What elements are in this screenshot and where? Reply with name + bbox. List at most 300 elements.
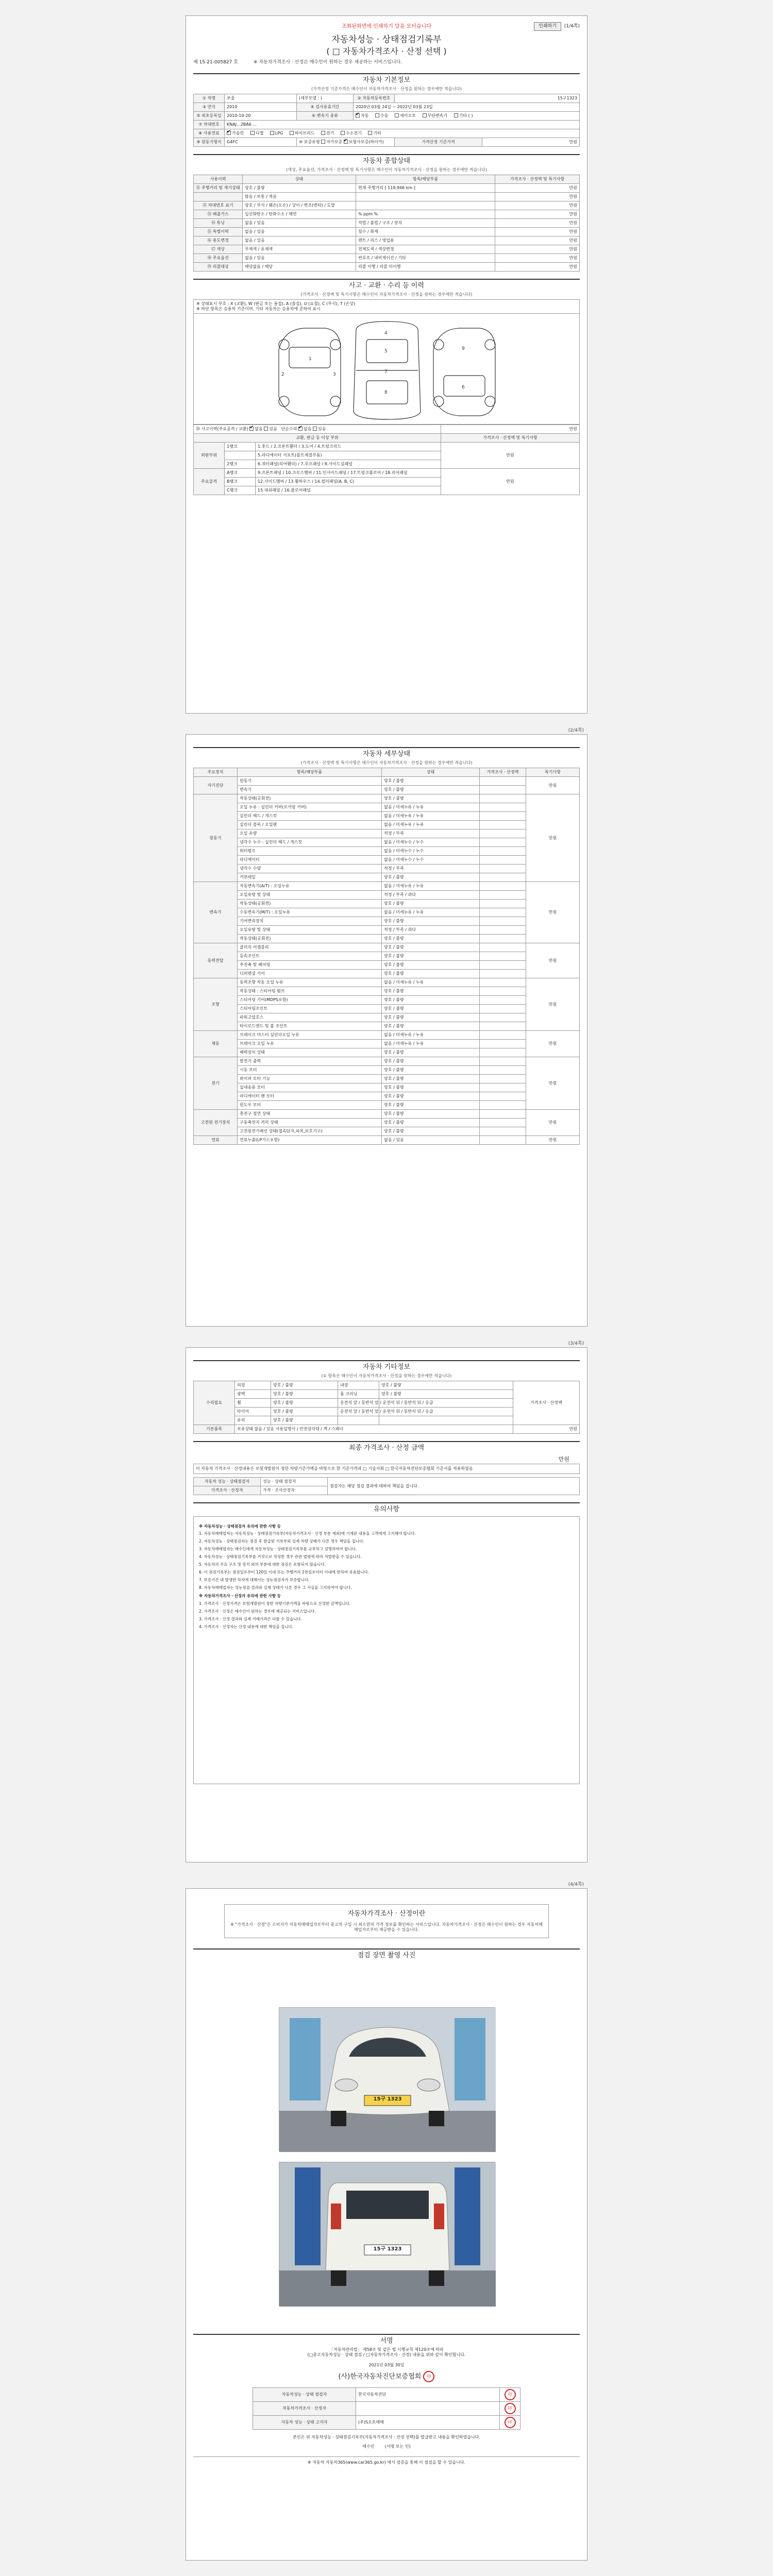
checkbox-icon xyxy=(227,131,231,135)
notice-line: 2. 자동차성능 · 상태점검자는 점검 후 발급된 기록부와 실제 차량 상태가 다른 경우 책임을 집니다. xyxy=(199,1539,364,1544)
detail-row xyxy=(194,917,580,926)
sign-row xyxy=(253,2388,520,2402)
inspector-label: 가격조사 · 산정자 xyxy=(194,1486,261,1495)
detail-price xyxy=(480,1066,526,1075)
price-explain-box xyxy=(224,1904,549,1938)
fuel-opt-label: 하이브리드 xyxy=(294,130,315,135)
overall-row-state: 무채색 / 유채색 xyxy=(243,245,356,254)
detail-state: 양호 / 불량 xyxy=(382,1092,480,1101)
trans-options xyxy=(354,111,580,120)
basic-info-note: (가격산정 기준가격은 매수인이 자동차가격조사 · 산정을 원하는 경우에만 적습니다) xyxy=(311,86,462,91)
sign-body xyxy=(253,2388,520,2430)
detail-row xyxy=(194,1005,580,1013)
page-2 xyxy=(186,728,587,1327)
notice-line: 8. 자동차매매업자는 성능점검 결과와 실제 상태가 다른 경우 그 사실을 고지하여야 합니다. xyxy=(199,1585,352,1590)
detail-row xyxy=(194,865,580,873)
seal-stamp-icon: 印 xyxy=(423,2371,434,2382)
notice-line: 3. 자동차매매업자는 매수인에게 자동차성능 · 상태점검기록부를 교부하고 설명하여야 합니다. xyxy=(199,1547,357,1552)
accident-outer-rows xyxy=(194,443,580,469)
detail-state: 양호 / 불량 xyxy=(382,1066,480,1075)
detail-item: 작동상태 : 스티어링 펌프 xyxy=(238,987,382,996)
overall-row-state: 해당없음 / 해당 xyxy=(243,263,356,272)
detail-price-unit: 만원 xyxy=(526,794,580,882)
accident-status-cell xyxy=(194,425,441,434)
detail-header: 항목/해당부품 xyxy=(238,768,382,777)
basic-items-label: 기본품목 xyxy=(194,1425,235,1434)
rear-photo xyxy=(279,2162,495,2306)
notice-list xyxy=(199,1531,574,1590)
warranty-options xyxy=(297,138,395,146)
car-name-value: 쏘울 xyxy=(225,94,297,103)
detail-item: 실린더 블록 / 오일팬 xyxy=(238,821,382,829)
detail-price xyxy=(480,1048,526,1057)
detail-item: 라디에이터 팬 모터 xyxy=(238,1092,382,1101)
detail-item: 등속조인트 xyxy=(238,952,382,961)
detail-price xyxy=(480,865,526,873)
notice-line: 5. 자동차의 주요 구조 및 장치 외의 부분에 대한 점검은 포함되지 않습니다. xyxy=(199,1562,326,1567)
simple-repair-label: 단순수리 xyxy=(281,427,297,432)
notice-line: 1. 자동차매매업자는 자동차성능 · 상태점검기록부(자동차가격조사 · 산정 부분 제외)에 기재된 내용을 고객에게 고지해야 합니다. xyxy=(199,1531,416,1536)
accident-items: 5.라디에이터 서포트(볼트체결부품) xyxy=(256,451,441,460)
detail-group-label: 원동기 xyxy=(194,794,238,882)
trans-opt-cvt xyxy=(423,113,448,118)
reg-no-label: ② 자동차등록번호 xyxy=(354,94,395,103)
buyer-label: 매수인 xyxy=(362,2444,375,2449)
other-info-table xyxy=(193,1381,580,1434)
accident-items: 1.후드 / 2.프론트휀더 / 3.도어 / 4.트렁크리드 xyxy=(256,443,441,451)
fuel-opt xyxy=(250,131,263,136)
detail-group-label: 연료 xyxy=(194,1136,238,1145)
accident-price-unit: 만원 xyxy=(441,425,580,434)
checkbox-icon xyxy=(395,113,399,117)
fuel-opt-label: 기타 xyxy=(373,130,381,135)
detail-row xyxy=(194,838,580,847)
detail-price xyxy=(480,961,526,970)
vin-value: KNAJ...2BA6 ... xyxy=(225,120,580,129)
accident-price: 만원 xyxy=(441,443,580,469)
doc-number-suffix: 호 xyxy=(233,60,238,65)
detail-item: 작동상태(공회전) xyxy=(238,900,382,908)
detail-price xyxy=(480,803,526,812)
document-number-row xyxy=(193,60,580,65)
overall-row xyxy=(194,263,580,272)
sign-table xyxy=(253,2387,520,2430)
document-notice: ※ 자동차가격조사 · 산정은 매수인이 원하는 경우 제공하는 서비스입니다. xyxy=(253,60,402,65)
overall-header: 항목/해당부품 xyxy=(356,175,495,184)
detail-item: 라디에이터 xyxy=(238,856,382,865)
car-name-label: ① 차명 xyxy=(194,94,225,103)
notice-head: ※ 자동차가격조사 · 산정자 유의에 관한 사항 등 xyxy=(199,1594,281,1599)
accident-table xyxy=(193,425,580,495)
page-1 xyxy=(186,15,587,714)
accident-items: 12.사이드멤버 / 13.휠하우스 / 14.필러패널(A, B, C) xyxy=(256,478,441,486)
detail-price xyxy=(480,794,526,803)
checkbox-icon xyxy=(368,131,372,135)
detail-state: 양호 / 불량 xyxy=(382,1048,480,1057)
detail-row xyxy=(194,803,580,812)
repair-state xyxy=(379,1416,513,1425)
detail-row xyxy=(194,812,580,821)
detail-price xyxy=(480,786,526,794)
print-button[interactable]: 인쇄하기 xyxy=(534,22,561,31)
car-rear-photo-icon xyxy=(279,2162,496,2307)
detail-item: 냉각수 누수 : 실린더 헤드 / 개스킷 xyxy=(238,838,382,847)
accident-rank: B랭크 xyxy=(225,478,256,486)
overall-table xyxy=(193,175,580,272)
overall-row-label: ⑪ 주행거리 및 계기상태 xyxy=(194,184,243,193)
overall-row-label: ⑭ 튜닝 xyxy=(194,219,243,228)
trans-opt-label: 기타 ( ) xyxy=(459,113,473,118)
detail-state: 양호 / 불량 xyxy=(382,1127,480,1136)
page-indicator: (3/4쪽) xyxy=(568,1341,584,1346)
overall-row-label: ⑰ 색상 xyxy=(194,245,243,254)
notice-list xyxy=(199,1601,574,1630)
motor-value: G4FC xyxy=(225,138,297,146)
detail-row xyxy=(194,987,580,996)
overall-note: (색상, 주요옵션, 가격조사 · 산정액 및 특기사항은 매수인이 자동차가격조사 · 산정을 원하는 경우에만 적습니다) xyxy=(286,167,487,172)
trans-opt-manual xyxy=(375,113,388,118)
reg-no-value: 15구1323 xyxy=(395,94,580,103)
accident-title: 사고 · 교환 · 수리 등 이력 xyxy=(193,279,580,292)
detail-state: 없음 / 미세누유 / 누유 xyxy=(382,908,480,917)
detail-state: 양호 / 불량 xyxy=(382,961,480,970)
repair-state: 양호 / 불량 xyxy=(271,1381,338,1390)
detail-state: 양호 / 불량 xyxy=(382,777,480,786)
checkbox-icon xyxy=(321,140,325,144)
overall-row-label: ⑲ 리콜대상 xyxy=(194,263,243,272)
accident-items: 9.프론트패널 / 10.크로스멤버 / 11.인사이드패널 / 17.트렁크플로어 / 18.리어패널 xyxy=(256,469,441,478)
front-photo xyxy=(279,2007,495,2151)
overall-row-state: 많음 / 보통 / 적음 xyxy=(243,193,356,201)
detail-item: 스티어링조인트 xyxy=(238,1005,382,1013)
overall-row-state: 없음 / 있음 xyxy=(243,236,356,245)
detail-item: 실내송풍 모터 xyxy=(238,1083,382,1092)
checkbox-icon xyxy=(423,113,427,117)
page-4 xyxy=(186,1882,587,2561)
detail-row xyxy=(194,829,580,838)
checkbox-icon xyxy=(313,427,317,431)
repair-state: 양호 / 불량 xyxy=(271,1390,338,1399)
svg-text:6: 6 xyxy=(462,385,465,391)
page-3 xyxy=(186,1341,587,1862)
detail-row xyxy=(194,873,580,882)
other-info-title: 자동차 기타정보 xyxy=(193,1360,580,1374)
sign-row-value: (주)S오토매매 xyxy=(356,2416,500,2430)
detail-row xyxy=(194,900,580,908)
notice-line: 1. 가격조사 · 산정가격은 보험개발원이 정한 차량기준가액을 바탕으로 산정한 금액입니다. xyxy=(199,1601,351,1606)
document-number xyxy=(193,60,238,65)
detail-price xyxy=(480,943,526,952)
detail-item: 클러치 어셈블리 xyxy=(238,943,382,952)
accident-row xyxy=(194,469,580,478)
detail-state: 양호 / 불량 xyxy=(382,900,480,908)
repair-price-label: 가격조사 · 산정액 xyxy=(513,1381,580,1425)
detail-price xyxy=(480,917,526,926)
detail-row xyxy=(194,794,580,803)
overall-row xyxy=(194,236,580,245)
detail-item: 디퍼렌셜 기어 xyxy=(238,970,382,978)
detail-item: 브레이크 오일 누유 xyxy=(238,1040,382,1048)
inspector-table xyxy=(193,1477,580,1495)
detail-item: 시동 모터 xyxy=(238,1066,382,1075)
trans-opt-label: 자동 xyxy=(361,113,369,118)
accident-rank: 2랭크 xyxy=(225,460,256,469)
detail-state: 없음 / 미세누유 / 누유 xyxy=(382,882,480,891)
accident-legend xyxy=(193,299,580,314)
detail-state: 양호 / 불량 xyxy=(382,1083,480,1092)
checkbox-icon xyxy=(270,131,274,135)
overall-row-detail: 썬루프 / 내비게이션 / 기타 xyxy=(356,254,495,263)
sign-date: 2021년 03월 30일 xyxy=(368,2363,405,2368)
repair-label: 수리필요 xyxy=(194,1381,235,1425)
detail-row xyxy=(194,978,580,987)
first-reg-label: ⑤ 최초등록일 xyxy=(194,111,225,120)
detail-state: 양호 / 불량 xyxy=(382,1118,480,1127)
detail-row xyxy=(194,1118,580,1127)
detail-price xyxy=(480,1031,526,1040)
detail-price-unit: 만원 xyxy=(526,1136,580,1145)
fuel-opt xyxy=(368,131,381,136)
detail-table xyxy=(193,768,580,1145)
detail-state: 없음 / 미세누유 / 누유 xyxy=(382,821,480,829)
overall-row-price: 만원 xyxy=(495,245,580,254)
detail-item: 추진축 및 베어링 xyxy=(238,961,382,970)
accident-rank xyxy=(225,451,256,460)
svg-text:7: 7 xyxy=(384,369,388,375)
detail-note: (가격조사 · 산정액 및 특기사항은 매수인이 자동차가격조사 · 산정을 원하는 경우에만 적습니다) xyxy=(300,760,473,766)
detail-price xyxy=(480,908,526,917)
overall-row-price: 만원 xyxy=(495,210,580,219)
fuel-opt xyxy=(227,131,244,136)
detail-row xyxy=(194,847,580,856)
overall-row-label: ⑮ 특별이력 xyxy=(194,228,243,236)
fuel-opt-label: 전기 xyxy=(326,130,334,135)
detail-item: 냉각수 수량 xyxy=(238,865,382,873)
basic-items-value: 보유상태 없음 / 있음 사용설명서 / 안전삼각대 / 잭 / 스패너 xyxy=(235,1425,513,1434)
signature-section xyxy=(193,2327,580,2465)
detail-state: 적정 / 부족 xyxy=(382,829,480,838)
accident-items: 15.대쉬패널 / 16.플로어패널 xyxy=(256,486,441,495)
detail-price-unit: 만원 xyxy=(526,978,580,1031)
detail-state: 적정 / 부족 / 과다 xyxy=(382,891,480,900)
fuel-opt-label: 수소전기 xyxy=(345,130,362,135)
year-label: ③ 연식 xyxy=(194,103,225,111)
overall-title: 자동차 종합상태 xyxy=(193,154,580,167)
footer-note: ※ 자동차 자동차365(www.car365.go.kr) 에서 검증을 통해 이 점검을 할 수 있습니다. xyxy=(193,2456,580,2465)
detail-header: 특기사항 xyxy=(526,768,580,777)
checkbox-icon xyxy=(344,140,348,144)
final-price-unit: 만원 xyxy=(558,1455,569,1463)
fuel-opt-label: 디젤 xyxy=(255,130,264,135)
accident-price: 만원 xyxy=(441,469,580,495)
overall-row-state: 일산화탄소 / 탄화수소 / 매연 xyxy=(243,210,356,219)
detail-state: 양호 / 불량 xyxy=(382,1101,480,1110)
buyer-sign: (서명 또는 인) xyxy=(384,2444,411,2449)
page-indicator: (4/4쪽) xyxy=(568,1882,584,1887)
repair-item: 유리 xyxy=(235,1416,271,1425)
detail-price xyxy=(480,926,526,935)
repair-state: 양호 / 불량 xyxy=(379,1390,513,1399)
detail-row xyxy=(194,970,580,978)
checkbox-icon xyxy=(454,113,458,117)
repair-state: 양호 / 불량 xyxy=(379,1381,513,1390)
overall-row-label: ⑫ 차대번호 표기 xyxy=(194,201,243,210)
detail-price xyxy=(480,873,526,882)
buyer-row xyxy=(193,2444,580,2449)
overall-row-price: 만원 xyxy=(495,228,580,236)
detail-price-unit: 만원 xyxy=(526,882,580,943)
repair-item: 타이어 xyxy=(235,1408,271,1416)
detail-state: 없음 / 미세누유 / 누유 xyxy=(382,812,480,821)
detail-state: 양호 / 불량 xyxy=(382,943,480,952)
overall-body xyxy=(194,184,580,272)
print-notice: 조회된화면에 인쇄하기 앙을 모터습니다 xyxy=(342,23,431,29)
detail-item: 충전구 절연 상태 xyxy=(238,1110,382,1118)
detail-state: 없음 / 미세누유 / 누유 xyxy=(382,803,480,812)
detail-row xyxy=(194,943,580,952)
detail-state: 없음 / 미세누수 / 누수 xyxy=(382,856,480,865)
notice-line: 6. 이 점검기록부는 점검일로부터 120일 이내 또는 주행거리 2천킬로미터 이내에 한하여 유효합니다. xyxy=(199,1569,369,1574)
checkbox-icon xyxy=(264,427,268,431)
doc-number-label: 제 xyxy=(193,60,198,65)
accident-main-rows xyxy=(194,469,580,495)
overall-row xyxy=(194,219,580,228)
detail-row xyxy=(194,1040,580,1048)
detail-item: 워터펌프 xyxy=(238,847,382,856)
detail-row xyxy=(194,1031,580,1040)
detail-state: 양호 / 불량 xyxy=(382,786,480,794)
detail-item: 오일 유량 xyxy=(238,829,382,838)
overall-row-detail: 전체도색 / 색상변경 xyxy=(356,245,495,254)
detail-state: 양호 / 불량 xyxy=(382,1075,480,1083)
detail-item: 연료누출(LP가스포함) xyxy=(238,1136,382,1145)
detail-row xyxy=(194,935,580,943)
seal-cell xyxy=(500,2402,520,2416)
detail-row xyxy=(194,1066,580,1075)
legend-line: ※ 하단 항목은 승용차 기준이며, 기타 자동차는 승용차에 준하여 표시 xyxy=(196,307,321,312)
accident-group-label: 외판부위 xyxy=(194,443,225,469)
detail-state: 양호 / 불량 xyxy=(382,873,480,882)
checkbox-icon xyxy=(249,427,254,431)
first-reg-value: 2010-10-20 xyxy=(225,111,297,120)
detail-item: 고전원전기배선 상태(접속단자,피복,보호기구) xyxy=(238,1127,382,1136)
detail-row xyxy=(194,1048,580,1057)
detail-price xyxy=(480,1136,526,1145)
detail-item: 발전기 출력 xyxy=(238,1057,382,1066)
detail-state: 없음 / 미세누유 / 누유 xyxy=(382,978,480,987)
accident-items: 6.쿼터패널(리어휀더) / 7.루프패널 / 8.사이드실패널 xyxy=(256,460,441,469)
detail-row xyxy=(194,1127,580,1136)
detail-price xyxy=(480,1075,526,1083)
detail-row xyxy=(194,1101,580,1110)
fuel-opt-label: 가솔린 xyxy=(232,130,244,135)
inspector-value: 성능 · 상태 점검자 xyxy=(261,1478,328,1486)
overall-row xyxy=(194,228,580,236)
overall-row-detail: 침수 / 화재 xyxy=(356,228,495,236)
overall-row-price: 만원 xyxy=(495,184,580,193)
repair-item: 룸 크리닝 xyxy=(338,1390,379,1399)
inspector-text: 점검자는 해당 점검 결과에 대하여 책임을 집니다. xyxy=(328,1478,580,1495)
detail-header: 상태 xyxy=(382,768,480,777)
repair-item: 운전석 앞 / 동반석 앞 / 운전석 뒤 / 동반석 뒤 / 응급 xyxy=(338,1408,379,1416)
sign-row-label: 자동차 성능 · 상태 고지자 xyxy=(253,2416,356,2430)
detail-price xyxy=(480,847,526,856)
detail-item: 작동상태(공회전) xyxy=(238,794,382,803)
detail-state: 적정 / 부족 xyxy=(382,865,480,873)
overall-row-price: 만원 xyxy=(495,254,580,263)
document-title: 자동차성능 · 상태점검기록부 xyxy=(331,35,442,45)
basic-items-price: 만원 xyxy=(513,1425,580,1434)
overall-row-label: ⑱ 주요옵션 xyxy=(194,254,243,263)
repair-item: 내장 xyxy=(338,1381,379,1390)
detail-row xyxy=(194,1057,580,1066)
overall-header: 가격조사 · 산정액 및 특기사항 xyxy=(495,175,580,184)
page-indicator: (1/4쪽) xyxy=(564,24,580,29)
car-name-extra: (세부모델 : ) xyxy=(297,94,354,103)
overall-row-state: 양호 / 부식 / 훼손(오손) / 상이 / 변조(변타) / 도말 xyxy=(243,201,356,210)
other-info-note: (① 항목은 매수인이 자동차가격조사 · 산정을 원하는 경우에만 적습니다) xyxy=(321,1374,452,1379)
repair-item xyxy=(338,1416,379,1425)
detail-row xyxy=(194,1110,580,1118)
checkbox-icon xyxy=(356,113,360,117)
notice-line: 4. 자동차성능 · 상태점검기록부를 거짓으로 작성한 경우 관련 법령에 따라 처벌받을 수 있습니다. xyxy=(199,1554,362,1559)
detail-state: 양호 / 불량 xyxy=(382,987,480,996)
overall-row-detail: 현재 주행거리 [ 119,946 km ] xyxy=(356,184,495,193)
overall-row-detail: % ppm % xyxy=(356,210,495,219)
detail-item: 오일유량 및 상태 xyxy=(238,891,382,900)
detail-item: 실린더 헤드 / 개스킷 xyxy=(238,812,382,821)
trans-opt-semi xyxy=(395,113,416,118)
repair-state: 양호 / 불량 xyxy=(271,1399,338,1408)
fuel-opt-label: LPG xyxy=(275,130,283,135)
detail-header: 주요장치 xyxy=(194,768,238,777)
car-front-photo-icon xyxy=(279,2008,496,2152)
accident-rank: C랭크 xyxy=(225,486,256,495)
detail-row xyxy=(194,777,580,786)
detail-item: 스티어링 기어(MDPS포함) xyxy=(238,996,382,1005)
overall-row-detail: 렌트 / 리스 / 영업용 xyxy=(356,236,495,245)
svg-text:3: 3 xyxy=(333,372,336,378)
overall-row-state: 양호 / 불량 xyxy=(243,184,356,193)
svg-text:1: 1 xyxy=(309,357,312,362)
detail-row xyxy=(194,1013,580,1022)
overall-row xyxy=(194,184,580,193)
page-indicator: (2/4쪽) xyxy=(568,728,584,733)
overall-row-price: 만원 xyxy=(495,219,580,228)
detail-item: 자동변속기(A/T) : 오일누유 xyxy=(238,882,382,891)
detail-price xyxy=(480,891,526,900)
overall-row-detail: 적법 / 불법 / 구조 / 장치 xyxy=(356,219,495,228)
detail-group-label: 변속기 xyxy=(194,882,238,943)
detail-item: 수동변속기(M/T) : 오일누유 xyxy=(238,908,382,917)
final-price-title: 최종 가격조사 · 산정 금액 xyxy=(193,1441,580,1454)
seal-stamp-icon: 印 xyxy=(505,2417,516,2428)
overall-row-price: 만원 xyxy=(495,193,580,201)
detail-price xyxy=(480,1083,526,1092)
overall-row-detail: 리콜 이행 / 리콜 미이행 xyxy=(356,263,495,272)
seal-cell xyxy=(500,2388,520,2402)
detail-state: 없음 / 있음 xyxy=(382,1136,480,1145)
basic-info-title: 자동차 기본정보 xyxy=(193,73,580,87)
detail-body xyxy=(194,777,580,1145)
svg-text:5: 5 xyxy=(384,349,388,354)
detail-state: 양호 / 불량 xyxy=(382,794,480,803)
checkbox-icon xyxy=(321,131,325,135)
detail-price-unit: 만원 xyxy=(526,1057,580,1110)
repair-item: 휠 xyxy=(235,1399,271,1408)
overall-row-price: 만원 xyxy=(495,236,580,245)
checkbox-icon xyxy=(290,131,294,135)
